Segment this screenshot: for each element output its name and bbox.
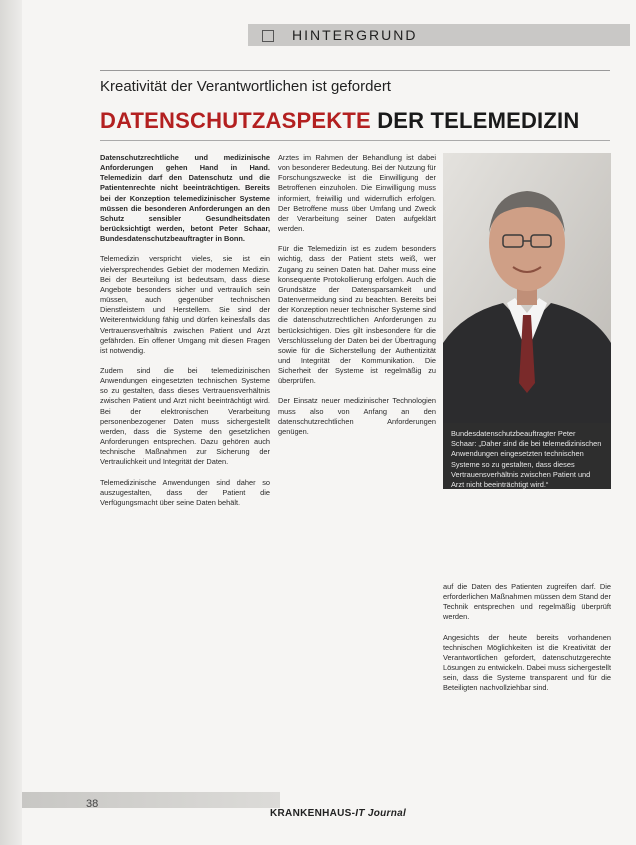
paragraph: Angesichts der heute bereits vorhandenen technischen Möglichkeiten ist die Kreativität der Verantwortlichen gefordert, datenschutzgerechte Lösungen zu entwickeln. Dabei muss sichergestellt sein, dass die Systeme transparent und für die Beteiligten nachvollziehbar sind. <box>443 632 611 693</box>
paragraph: Zudem sind die bei telemedizinischen Anwendungen eingesetzten technischen Systeme so zu gestalten, dass dieses Vertrauensverhältnis zwischen Patient und Arzt nicht beeinträchtigt wird. Bei der elektronischen Verarbeitung personenbezogener Daten muss sichergestellt werden, dass die Systeme den gesetzlichen Anforderungen entsprechen. Dazu gehören auch technische Maßnahmen zur Sicherung der Vertraulichkeit und Integrität der Daten. <box>100 365 270 467</box>
photo-caption: Bundesdatenschutzbeauftragter Peter Schaar: „Daher sind die bei telemedizinischen Anwendungen eingesetzten technischen Systeme so zu gestalten, dass dieses Vertrauensverhältnis zwischen Patient und Arzt nicht beeinträchtigt wird.“ <box>443 423 611 489</box>
column-3 <box>443 582 611 704</box>
article-subtitle: Kreativität der Verantwortlichen ist gefordert <box>100 78 391 95</box>
paragraph: Datenschutzrechtliche und medizinische Anforderungen gehen Hand in Hand. Telemedizin darf den Datenschutz und die Patientenrechte nicht beeinträchtigen. Bereits bei der Konzeption telemedizinischer Systeme müssen die besonderen Anforderungen an den Schutz sensibler Gesundheitsdaten berücksichtigt werden, betont Peter Schaar, Bundesdatenschutzbeauftragter in Bonn. <box>100 153 270 244</box>
divider-title <box>100 140 610 141</box>
logo-it: IT <box>355 808 365 819</box>
scan-edge <box>0 0 24 845</box>
paragraph: auf die Daten des Patienten zugreifen darf. Die erforderlichen Maßnahmen müssen dem Stand der Technik entsprechen und regelmäßig überprüft werden. <box>443 582 611 622</box>
title-part-2: DER TELEMEDIZIN <box>377 108 580 133</box>
footer-bar <box>22 792 280 808</box>
page-number: 38 <box>86 798 99 810</box>
section-label: HINTERGRUND <box>292 27 418 43</box>
divider-top <box>100 70 610 71</box>
paragraph: Für die Telemedizin ist es zudem besonders wichtig, dass der Patient stets weiß, wer Zugang zu seinen Daten hat. Daher muss eine konsequente Protokollierung erfolgen. Auch die Grundsätze der Datensparsamkeit und Datenvermeidung sind zu beachten. Bereits bei der Konzeption neuer technischer Systeme sind die datenschutzrechtlichen Anforderungen zu berücksichtigen. Dies gilt insbesondere für die Verschlüsselung der Daten bei der Übertragung sowie für die Sicherstellung der Authentizität und Integrität der Kommunikation. Die Sicherheit der Systeme ist regelmäßig zu überprüfen. <box>278 244 436 386</box>
paragraph: Telemedizinische Anwendungen sind daher so auszugestalten, dass der Patient die Verfügungsmacht über seine Daten behält. <box>100 477 270 507</box>
portrait-photo <box>443 153 611 423</box>
article-title <box>100 108 579 134</box>
logo-main: KRANKENHAUS- <box>270 808 356 819</box>
paragraph: Arztes im Rahmen der Behandlung ist dabei von besonderer Bedeutung. Bei der Nutzung für Forschungszwecke ist die Einwilligung der Betroffenen einzuholen. Die Einwilligung muss informiert, freiwillig und widerruflich erfolgen. Der Betroffene muss über Umfang und Zweck der Verarbeitung seiner Daten aufgeklärt werden. <box>278 153 436 234</box>
title-part-1: DATENSCHUTZASPEKTE <box>100 108 371 133</box>
column-1 <box>100 153 270 518</box>
column-2 <box>278 153 436 447</box>
section-marker-icon <box>262 30 274 42</box>
publication-logo <box>270 808 406 819</box>
paragraph: Telemedizin verspricht vieles, sie ist ein vielversprechendes Gebiet der modernen Medizin. Bei der Beurteilung ist bedeutsam, dass diese Angebote besonders sicher und vertraulich sein müssen, auch gegenüber technischen Dienstleistern und Herstellern. Sie sind der Weiterentwicklung fähig und dürfen keinesfalls das Vertrauensverhältnis zwischen Patient und Arzt gefährden. Ein offener Umgang mit diesen Fragen ist notwendig. <box>100 254 270 355</box>
paragraph: Der Einsatz neuer medizinischer Technologien muss also von Anfang an den datenschutzrechtlichen Anforderungen genügen. <box>278 396 436 436</box>
portrait-image <box>443 153 611 423</box>
logo-suffix: Journal <box>367 808 407 819</box>
